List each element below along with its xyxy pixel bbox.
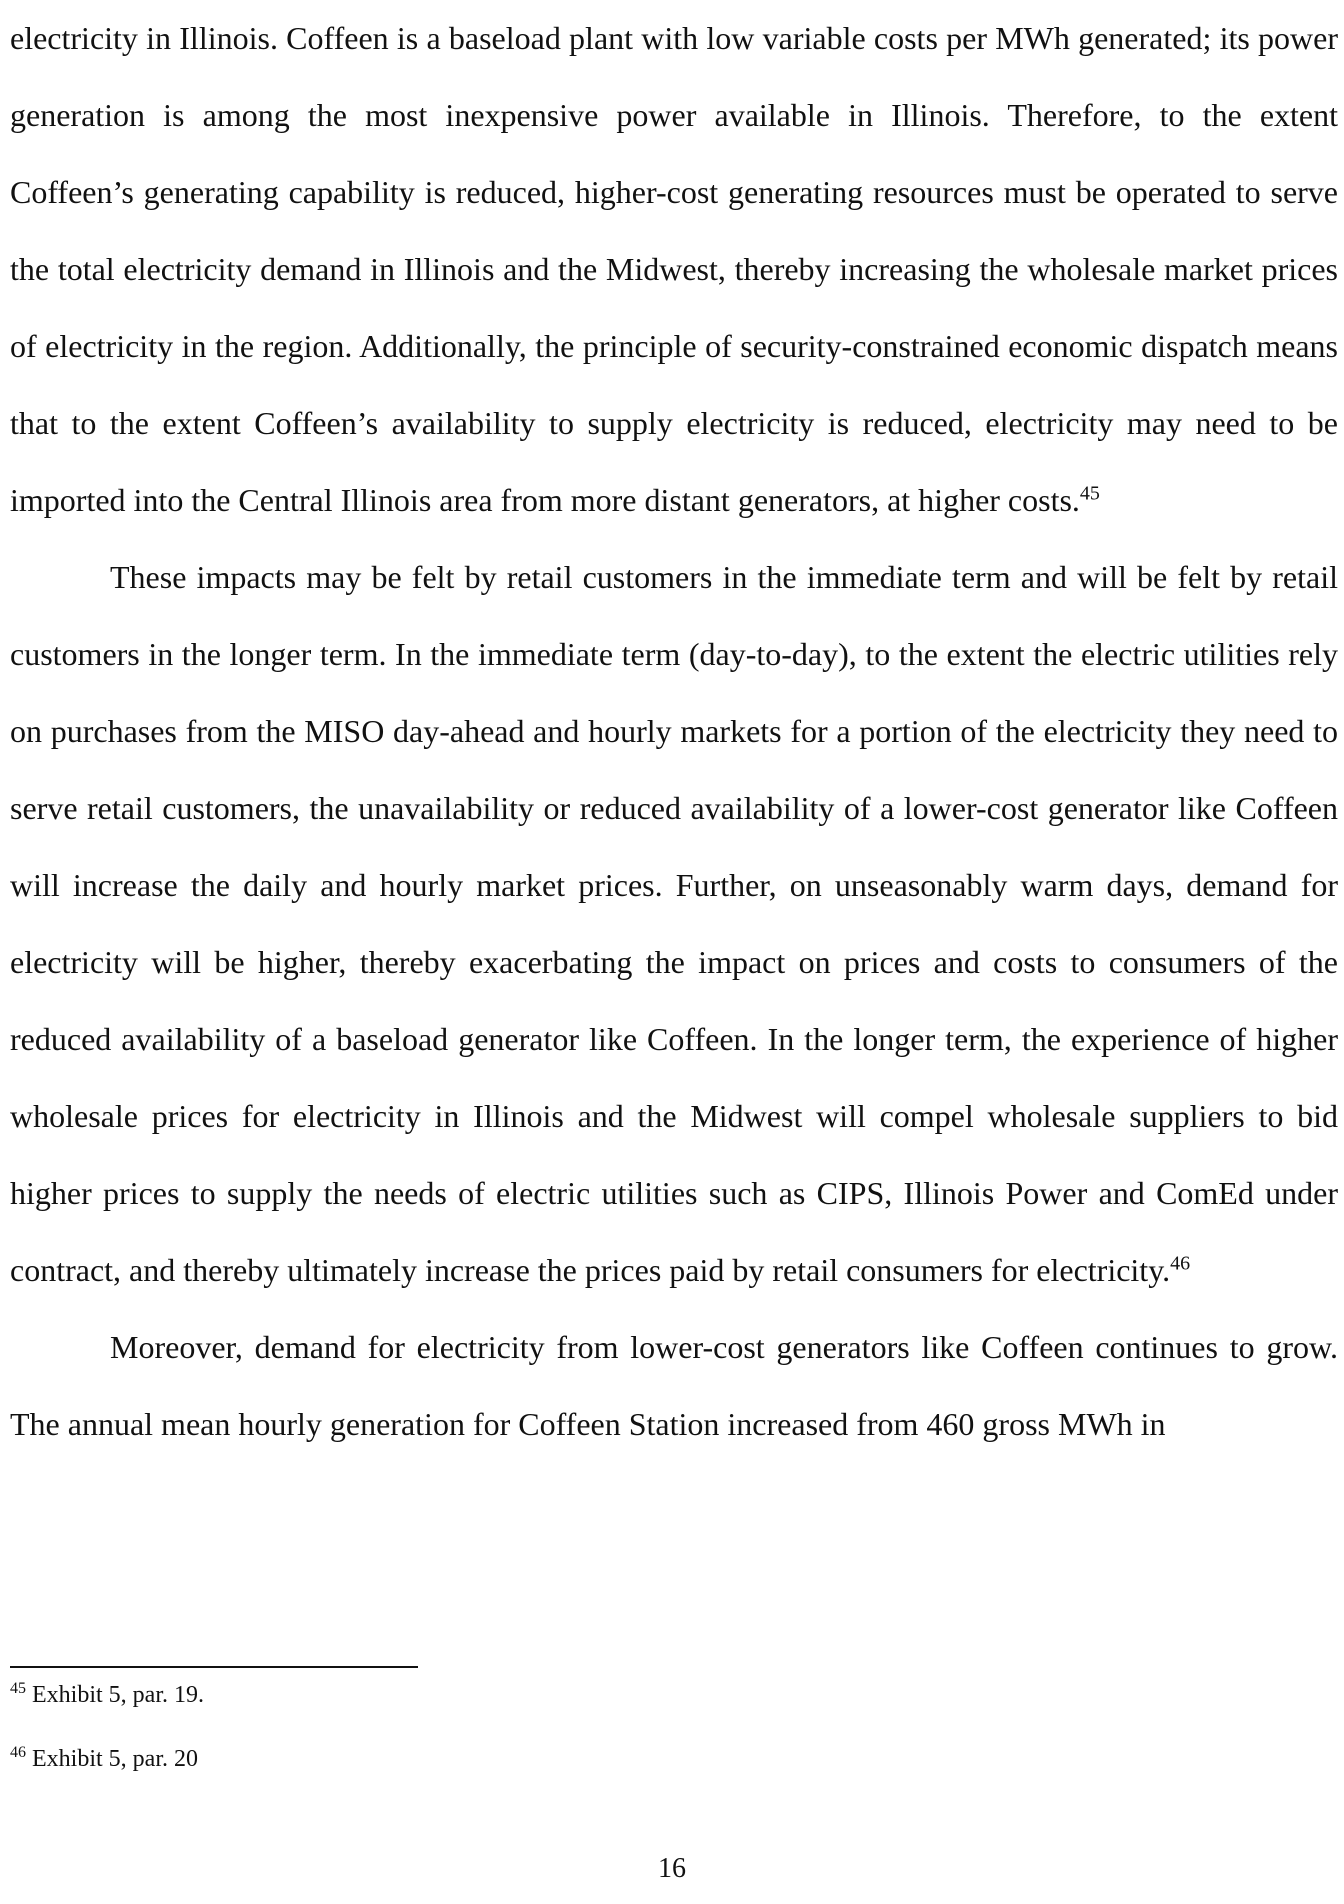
footnote-text: Exhibit 5, par. 20 [32, 1746, 198, 1772]
paragraph-text: Moreover, demand for electricity from lower-cost generators like Coffeen continues to grow. The annual mean hourly generation for Coffeen Station increased from 460 gross MWh in [10, 1329, 1338, 1442]
paragraph-text: electricity in Illinois. Coffeen is a baseload plant with low variable costs per MWh generated; its power generation is among the most inexpensive power available in Illinois. Therefore, to the extent Coffeen’s generating capability is reduced, higher-cost generating resources must be operated to serve the total electricity demand in Illinois and the Midwest, thereby increasing the wholesale market prices of electricity in the region. Additionally, the principle of security-constrained economic dispatch means that to the extent Coffeen’s availability to supply electricity is reduced, electricity may need to be imported into the Central Illinois area from more distant generators, at higher costs. [10, 20, 1338, 518]
paragraph-text: These impacts may be felt by retail customers in the immediate term and will be felt by retail customers in the longer term. In the immediate term (day-to-day), to the extent the electric utilities rely on purchases from the MISO day-ahead and hourly markets for a portion of the electricity they need to serve retail customers, the unavailability or reduced availability of a lower-cost generator like Coffeen will increase the daily and hourly market prices. Further, on unseasonably warm days, demand for electricity will be higher, thereby exacerbating the impact on prices and costs to consumers of the reduced availability of a baseload generator like Coffeen. In the longer term, the experience of higher wholesale prices for electricity in Illinois and the Midwest will compel wholesale suppliers to bid higher prices to supply the needs of electric utilities such as CIPS, Illinois Power and ComEd under contract, and thereby ultimately increase the prices paid by retail consumers for electricity. [10, 559, 1338, 1288]
footnote-number: 45 [10, 1680, 26, 1697]
paragraph-demand-growth [10, 1309, 1338, 1463]
footnote-text: Exhibit 5, par. 19. [32, 1682, 204, 1708]
footnote-divider [10, 1666, 418, 1668]
body-text [10, 0, 1338, 1463]
footnote-reference: 45 [1079, 482, 1100, 505]
paragraph-retail-impacts [10, 539, 1338, 1309]
footnote-reference: 46 [1170, 1252, 1191, 1275]
footnote-number: 46 [10, 1744, 26, 1761]
paragraph-continuation [10, 0, 1338, 539]
footnote-45 [10, 1680, 204, 1710]
footnote-46 [10, 1744, 198, 1774]
page-number: 16 [658, 1853, 686, 1884]
